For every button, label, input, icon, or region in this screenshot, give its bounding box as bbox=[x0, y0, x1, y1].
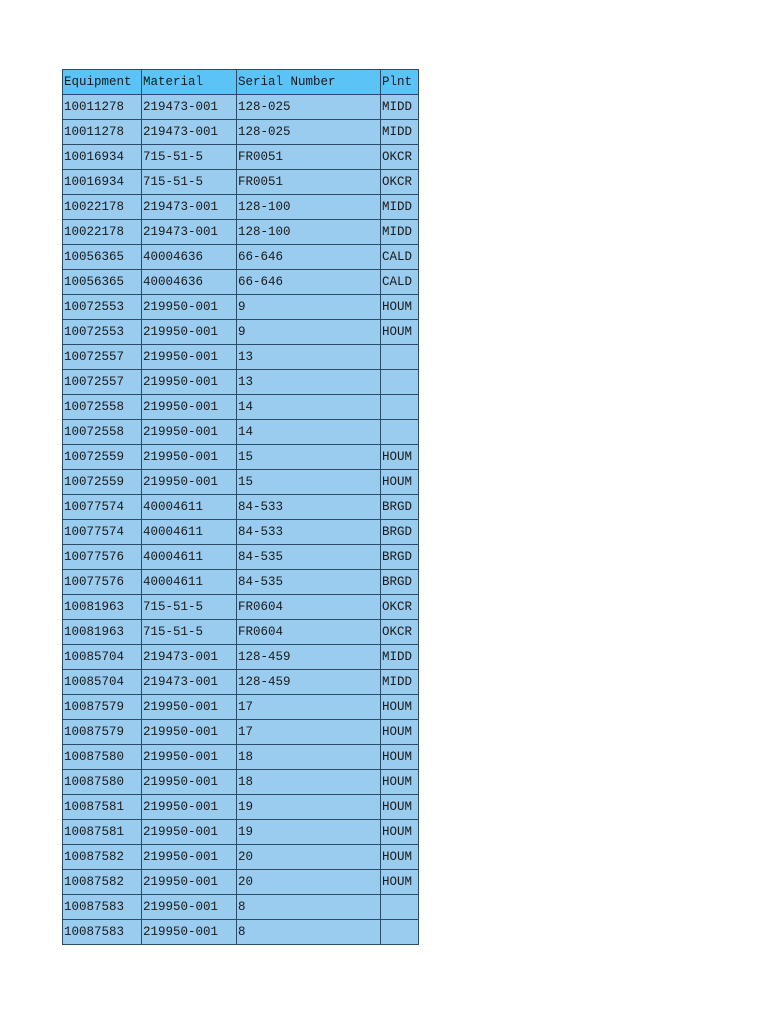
cell-plnt: HOUM bbox=[381, 695, 419, 720]
cell-equipment: 10087582 bbox=[63, 870, 142, 895]
table-row bbox=[63, 720, 419, 745]
cell-serial-number: FR0604 bbox=[237, 595, 381, 620]
cell-material: 219950-001 bbox=[142, 320, 237, 345]
cell-equipment: 10081963 bbox=[63, 595, 142, 620]
cell-plnt: CALD bbox=[381, 270, 419, 295]
table-row bbox=[63, 770, 419, 795]
cell-material: 219950-001 bbox=[142, 720, 237, 745]
cell-serial-number: 15 bbox=[237, 470, 381, 495]
table-row bbox=[63, 95, 419, 120]
cell-equipment: 10072559 bbox=[63, 470, 142, 495]
cell-equipment: 10087583 bbox=[63, 895, 142, 920]
cell-plnt bbox=[381, 345, 419, 370]
cell-serial-number: 128-100 bbox=[237, 195, 381, 220]
cell-equipment: 10016934 bbox=[63, 145, 142, 170]
table-row bbox=[63, 145, 419, 170]
table-row bbox=[63, 895, 419, 920]
cell-plnt bbox=[381, 895, 419, 920]
table-row bbox=[63, 370, 419, 395]
cell-equipment: 10087581 bbox=[63, 820, 142, 845]
cell-equipment: 10077576 bbox=[63, 545, 142, 570]
cell-plnt: MIDD bbox=[381, 195, 419, 220]
cell-serial-number: 19 bbox=[237, 795, 381, 820]
cell-equipment: 10072553 bbox=[63, 295, 142, 320]
cell-serial-number: 19 bbox=[237, 820, 381, 845]
cell-material: 219950-001 bbox=[142, 370, 237, 395]
cell-equipment: 10085704 bbox=[63, 645, 142, 670]
table-row bbox=[63, 595, 419, 620]
cell-equipment: 10077574 bbox=[63, 495, 142, 520]
cell-plnt: MIDD bbox=[381, 220, 419, 245]
cell-equipment: 10087582 bbox=[63, 845, 142, 870]
cell-serial-number: 128-100 bbox=[237, 220, 381, 245]
cell-material: 40004611 bbox=[142, 495, 237, 520]
cell-serial-number: 84-533 bbox=[237, 520, 381, 545]
cell-material: 219950-001 bbox=[142, 920, 237, 945]
cell-equipment: 10087579 bbox=[63, 695, 142, 720]
header-serial-number: Serial Number bbox=[237, 70, 381, 95]
cell-serial-number: 9 bbox=[237, 295, 381, 320]
cell-serial-number: 84-535 bbox=[237, 545, 381, 570]
table-row bbox=[63, 520, 419, 545]
cell-plnt: HOUM bbox=[381, 470, 419, 495]
cell-material: 219473-001 bbox=[142, 220, 237, 245]
table-row bbox=[63, 245, 419, 270]
cell-material: 219950-001 bbox=[142, 845, 237, 870]
header-row bbox=[63, 70, 419, 95]
cell-plnt: HOUM bbox=[381, 870, 419, 895]
header-material: Material bbox=[142, 70, 237, 95]
table-row bbox=[63, 695, 419, 720]
cell-plnt: OKCR bbox=[381, 595, 419, 620]
cell-plnt: HOUM bbox=[381, 320, 419, 345]
cell-material: 219950-001 bbox=[142, 795, 237, 820]
cell-material: 219950-001 bbox=[142, 745, 237, 770]
cell-plnt bbox=[381, 395, 419, 420]
cell-equipment: 10072558 bbox=[63, 395, 142, 420]
table-row bbox=[63, 120, 419, 145]
equipment-table bbox=[62, 69, 419, 945]
table-row bbox=[63, 870, 419, 895]
table-row bbox=[63, 545, 419, 570]
table-row bbox=[63, 295, 419, 320]
cell-plnt: CALD bbox=[381, 245, 419, 270]
cell-serial-number: 13 bbox=[237, 370, 381, 395]
cell-material: 40004636 bbox=[142, 270, 237, 295]
cell-equipment: 10081963 bbox=[63, 620, 142, 645]
cell-serial-number: 84-535 bbox=[237, 570, 381, 595]
cell-plnt: MIDD bbox=[381, 120, 419, 145]
cell-equipment: 10072557 bbox=[63, 345, 142, 370]
table-row bbox=[63, 795, 419, 820]
cell-equipment: 10077576 bbox=[63, 570, 142, 595]
cell-material: 715-51-5 bbox=[142, 620, 237, 645]
table-row bbox=[63, 170, 419, 195]
cell-plnt: HOUM bbox=[381, 720, 419, 745]
cell-material: 219473-001 bbox=[142, 195, 237, 220]
cell-equipment: 10087580 bbox=[63, 770, 142, 795]
table-row bbox=[63, 570, 419, 595]
cell-material: 219473-001 bbox=[142, 95, 237, 120]
cell-serial-number: 128-459 bbox=[237, 645, 381, 670]
cell-plnt: MIDD bbox=[381, 670, 419, 695]
cell-serial-number: 14 bbox=[237, 420, 381, 445]
cell-material: 219950-001 bbox=[142, 420, 237, 445]
cell-material: 715-51-5 bbox=[142, 170, 237, 195]
cell-serial-number: 128-459 bbox=[237, 670, 381, 695]
cell-plnt bbox=[381, 420, 419, 445]
cell-material: 219950-001 bbox=[142, 895, 237, 920]
cell-equipment: 10072558 bbox=[63, 420, 142, 445]
table-row bbox=[63, 845, 419, 870]
cell-equipment: 10022178 bbox=[63, 220, 142, 245]
cell-equipment: 10087579 bbox=[63, 720, 142, 745]
cell-material: 40004611 bbox=[142, 545, 237, 570]
table-row bbox=[63, 820, 419, 845]
cell-equipment: 10087580 bbox=[63, 745, 142, 770]
cell-equipment: 10022178 bbox=[63, 195, 142, 220]
table-row bbox=[63, 195, 419, 220]
cell-equipment: 10087583 bbox=[63, 920, 142, 945]
cell-material: 715-51-5 bbox=[142, 145, 237, 170]
cell-material: 219473-001 bbox=[142, 120, 237, 145]
cell-plnt: MIDD bbox=[381, 95, 419, 120]
cell-equipment: 10011278 bbox=[63, 120, 142, 145]
header-plnt: Plnt bbox=[381, 70, 419, 95]
cell-material: 715-51-5 bbox=[142, 595, 237, 620]
table-row bbox=[63, 470, 419, 495]
table-row bbox=[63, 320, 419, 345]
cell-material: 40004611 bbox=[142, 520, 237, 545]
table-row bbox=[63, 745, 419, 770]
cell-serial-number: 20 bbox=[237, 845, 381, 870]
header-equipment: Equipment bbox=[63, 70, 142, 95]
cell-material: 219950-001 bbox=[142, 770, 237, 795]
cell-plnt: HOUM bbox=[381, 845, 419, 870]
table-row bbox=[63, 445, 419, 470]
cell-plnt bbox=[381, 920, 419, 945]
cell-plnt: HOUM bbox=[381, 820, 419, 845]
cell-plnt: OKCR bbox=[381, 170, 419, 195]
cell-material: 219473-001 bbox=[142, 670, 237, 695]
cell-equipment: 10056365 bbox=[63, 245, 142, 270]
cell-serial-number: 20 bbox=[237, 870, 381, 895]
cell-material: 219473-001 bbox=[142, 645, 237, 670]
cell-equipment: 10072557 bbox=[63, 370, 142, 395]
cell-serial-number: 18 bbox=[237, 745, 381, 770]
cell-serial-number: FR0051 bbox=[237, 170, 381, 195]
cell-material: 219950-001 bbox=[142, 295, 237, 320]
cell-serial-number: 15 bbox=[237, 445, 381, 470]
cell-equipment: 10056365 bbox=[63, 270, 142, 295]
table-row bbox=[63, 270, 419, 295]
table-row bbox=[63, 395, 419, 420]
cell-plnt: BRGD bbox=[381, 495, 419, 520]
cell-material: 219950-001 bbox=[142, 445, 237, 470]
cell-equipment: 10085704 bbox=[63, 670, 142, 695]
cell-plnt: HOUM bbox=[381, 770, 419, 795]
cell-serial-number: 13 bbox=[237, 345, 381, 370]
cell-serial-number: FR0051 bbox=[237, 145, 381, 170]
cell-plnt: MIDD bbox=[381, 645, 419, 670]
cell-material: 40004611 bbox=[142, 570, 237, 595]
cell-plnt: HOUM bbox=[381, 745, 419, 770]
cell-plnt: HOUM bbox=[381, 295, 419, 320]
cell-serial-number: 128-025 bbox=[237, 95, 381, 120]
cell-equipment: 10072553 bbox=[63, 320, 142, 345]
cell-equipment: 10087581 bbox=[63, 795, 142, 820]
cell-material: 219950-001 bbox=[142, 470, 237, 495]
table-row bbox=[63, 220, 419, 245]
table-row bbox=[63, 670, 419, 695]
cell-serial-number: 84-533 bbox=[237, 495, 381, 520]
table-row bbox=[63, 420, 419, 445]
cell-plnt: OKCR bbox=[381, 620, 419, 645]
cell-serial-number: 8 bbox=[237, 895, 381, 920]
cell-plnt bbox=[381, 370, 419, 395]
cell-plnt: HOUM bbox=[381, 445, 419, 470]
cell-equipment: 10077574 bbox=[63, 520, 142, 545]
table-row bbox=[63, 645, 419, 670]
cell-plnt: HOUM bbox=[381, 795, 419, 820]
cell-equipment: 10011278 bbox=[63, 95, 142, 120]
cell-serial-number: 9 bbox=[237, 320, 381, 345]
cell-serial-number: 66-646 bbox=[237, 245, 381, 270]
cell-plnt: BRGD bbox=[381, 570, 419, 595]
table-row bbox=[63, 620, 419, 645]
cell-plnt: OKCR bbox=[381, 145, 419, 170]
cell-serial-number: 14 bbox=[237, 395, 381, 420]
cell-material: 219950-001 bbox=[142, 395, 237, 420]
cell-material: 40004636 bbox=[142, 245, 237, 270]
cell-serial-number: 128-025 bbox=[237, 120, 381, 145]
cell-equipment: 10016934 bbox=[63, 170, 142, 195]
cell-plnt: BRGD bbox=[381, 545, 419, 570]
cell-plnt: BRGD bbox=[381, 520, 419, 545]
cell-serial-number: 8 bbox=[237, 920, 381, 945]
cell-serial-number: FR0604 bbox=[237, 620, 381, 645]
cell-material: 219950-001 bbox=[142, 695, 237, 720]
cell-material: 219950-001 bbox=[142, 345, 237, 370]
cell-serial-number: 66-646 bbox=[237, 270, 381, 295]
cell-material: 219950-001 bbox=[142, 870, 237, 895]
table-row bbox=[63, 345, 419, 370]
cell-serial-number: 17 bbox=[237, 720, 381, 745]
cell-equipment: 10072559 bbox=[63, 445, 142, 470]
table-row bbox=[63, 495, 419, 520]
cell-serial-number: 18 bbox=[237, 770, 381, 795]
table-row bbox=[63, 920, 419, 945]
cell-serial-number: 17 bbox=[237, 695, 381, 720]
cell-material: 219950-001 bbox=[142, 820, 237, 845]
